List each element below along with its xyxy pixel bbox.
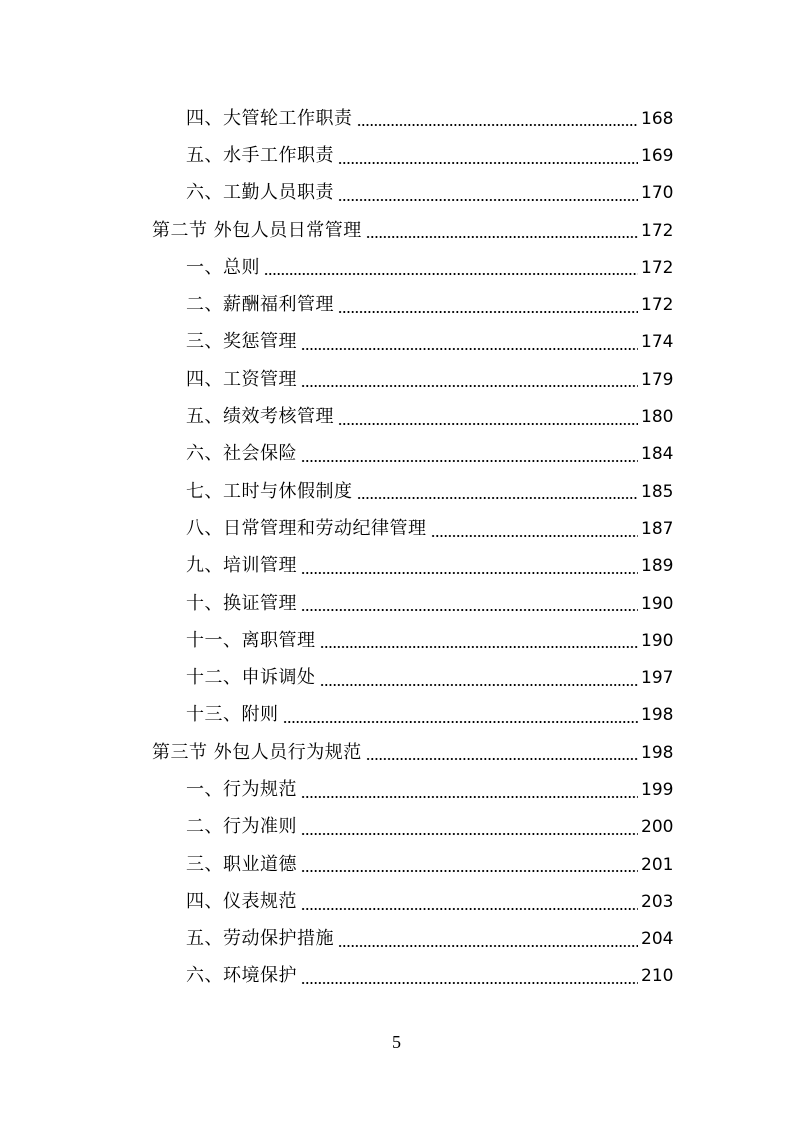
toc-entry-title: 三、职业道德: [186, 853, 297, 875]
toc-entry-page: 210: [641, 966, 674, 987]
toc-entry-title: 六、环境保护: [186, 965, 297, 987]
toc-entry-title: 二、薪酬福利管理: [186, 294, 334, 316]
toc-entry[interactable]: [0, 398, 793, 435]
toc-entry[interactable]: [0, 175, 793, 212]
dot-leader: [431, 535, 639, 537]
toc-entry[interactable]: [0, 809, 793, 846]
toc-entry[interactable]: [0, 622, 793, 659]
toc-entry[interactable]: [0, 324, 793, 361]
toc-entry[interactable]: [0, 697, 793, 734]
toc-entry[interactable]: [0, 510, 793, 547]
toc-entry-page: 172: [641, 220, 674, 241]
toc-entry[interactable]: [0, 436, 793, 473]
dot-leader: [301, 385, 638, 387]
dot-leader: [264, 273, 638, 275]
toc-entry-page: 179: [641, 369, 674, 390]
dot-leader: [338, 162, 638, 164]
toc-entry-page: 200: [641, 817, 674, 838]
toc-entry-page: 198: [641, 705, 674, 726]
toc-entry-page: 180: [641, 407, 674, 428]
toc-entry-page: 204: [641, 929, 674, 950]
toc-entry[interactable]: [0, 473, 793, 510]
toc-entry-title: 四、仪表规范: [186, 890, 297, 912]
page-number: 5: [392, 1032, 401, 1052]
toc-entry[interactable]: [0, 286, 793, 323]
toc-entry[interactable]: [0, 883, 793, 920]
toc-entry-title: 十、换证管理: [186, 592, 297, 614]
dot-leader: [301, 796, 638, 798]
toc-entry-page: 187: [641, 518, 674, 539]
dot-leader: [301, 870, 638, 872]
dot-leader: [338, 945, 638, 947]
dot-leader: [301, 908, 638, 910]
dot-leader: [338, 423, 638, 425]
toc-entry-title: 第二节 外包人员日常管理: [152, 219, 362, 241]
dot-leader: [357, 124, 639, 126]
toc-entry-title: 一、总则: [186, 256, 260, 278]
dot-leader: [301, 609, 638, 611]
toc-entry[interactable]: [0, 249, 793, 286]
toc-entry[interactable]: [0, 137, 793, 174]
dot-leader: [301, 982, 638, 984]
toc-entry-title: 八、日常管理和劳动纪律管理: [186, 517, 427, 539]
dot-leader: [366, 758, 638, 760]
toc-entry[interactable]: [0, 958, 793, 995]
dot-leader: [283, 721, 639, 723]
toc-entry-page: 190: [641, 630, 674, 651]
toc-entry-page: 199: [641, 779, 674, 800]
toc-entry-title: 第三节 外包人员行为规范: [152, 741, 362, 763]
toc-entry-title: 九、培训管理: [186, 555, 297, 577]
dot-leader: [301, 460, 638, 462]
dot-leader: [320, 684, 639, 686]
dot-leader: [320, 646, 639, 648]
toc-entry-title: 二、行为准则: [186, 816, 297, 838]
toc-entry-title: 六、工勤人员职责: [186, 182, 334, 204]
toc-entry-page: 174: [641, 332, 674, 353]
toc-entry-page: 190: [641, 593, 674, 614]
toc-entry[interactable]: [0, 846, 793, 883]
dot-leader: [301, 348, 638, 350]
toc-entry-page: 184: [641, 444, 674, 465]
toc-entry[interactable]: [0, 659, 793, 696]
toc-entry[interactable]: [0, 548, 793, 585]
toc-entry[interactable]: [0, 771, 793, 808]
dot-leader: [301, 572, 638, 574]
toc-entry-title: 十三、附则: [186, 704, 279, 726]
toc-entry-title: 四、大管轮工作职责: [186, 107, 353, 129]
toc-entry-page: 203: [641, 891, 674, 912]
toc-entry-title: 十一、离职管理: [186, 629, 316, 651]
toc-entry[interactable]: [0, 100, 793, 137]
toc-entry[interactable]: [0, 921, 793, 958]
toc-entry[interactable]: [0, 361, 793, 398]
toc-entry-page: 201: [641, 854, 674, 875]
toc-entry-page: 170: [641, 183, 674, 204]
toc-entry-title: 五、劳动保护措施: [186, 928, 334, 950]
toc-entry-page: 185: [641, 481, 674, 502]
toc-entry-page: 197: [641, 668, 674, 689]
dot-leader: [338, 199, 638, 201]
toc-entry-page: 189: [641, 556, 674, 577]
toc-entry-page: 169: [641, 145, 674, 166]
table-of-contents: [0, 100, 793, 995]
toc-entry-page: 172: [641, 295, 674, 316]
toc-entry-title: 四、工资管理: [186, 368, 297, 390]
toc-section-entry[interactable]: [0, 212, 793, 249]
toc-entry-title: 十二、申诉调处: [186, 667, 316, 689]
dot-leader: [357, 497, 639, 499]
toc-entry[interactable]: [0, 585, 793, 622]
dot-leader: [366, 236, 638, 238]
toc-entry-title: 七、工时与休假制度: [186, 480, 353, 502]
toc-section-entry[interactable]: [0, 734, 793, 771]
toc-entry-title: 六、社会保险: [186, 443, 297, 465]
toc-entry-title: 五、水手工作职责: [186, 144, 334, 166]
toc-entry-title: 五、绩效考核管理: [186, 406, 334, 428]
toc-entry-title: 一、行为规范: [186, 778, 297, 800]
dot-leader: [301, 833, 638, 835]
dot-leader: [338, 311, 638, 313]
toc-entry-page: 168: [641, 108, 674, 129]
toc-entry-title: 三、奖惩管理: [186, 331, 297, 353]
toc-entry-page: 198: [641, 742, 674, 763]
toc-entry-page: 172: [641, 257, 674, 278]
